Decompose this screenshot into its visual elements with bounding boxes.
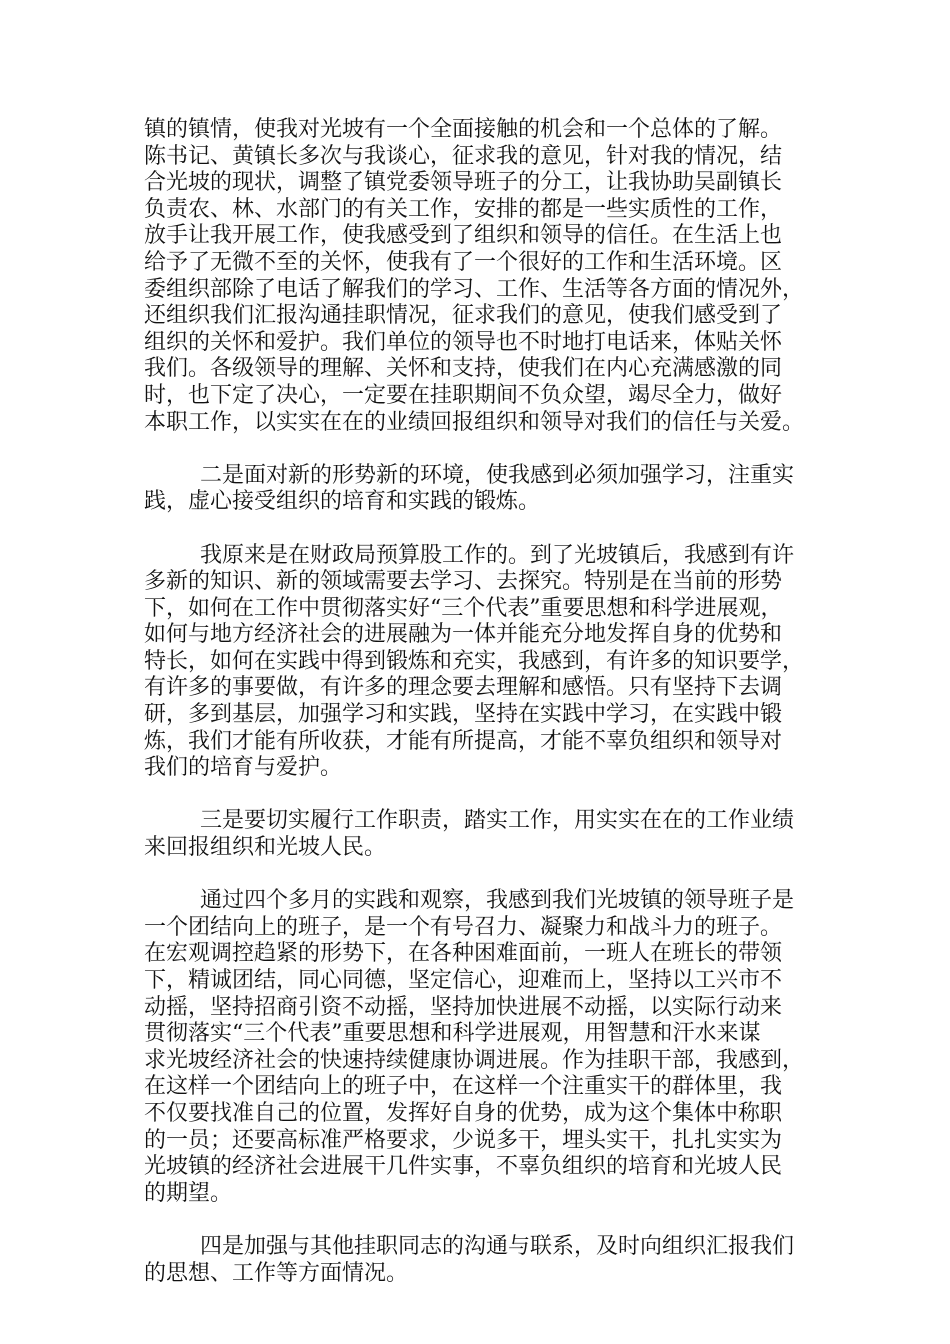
- text-line: 多新的知识、新的领域需要去学习、去探究。特别是在当前的形势: [144, 569, 783, 595]
- text-line: 有许多的事要做，有许多的理念要去理解和感悟。只有坚持下去调: [144, 675, 783, 701]
- text-line: 通过四个多月的实践和观察，我感到我们光坡镇的领导班子是: [200, 888, 795, 914]
- text-line: 的思想、工作等方面情况。: [144, 1260, 409, 1286]
- text-line: 陈书记、黄镇长多次与我谈心，征求我的意见，针对我的情况，结: [144, 143, 783, 169]
- text-line: 特长，如何在实践中得到锻炼和充实，我感到，有许多的知识要学，: [144, 648, 805, 674]
- paragraph-2-heading: [144, 463, 822, 516]
- text-line: 合光坡的现状，调整了镇党委领导班子的分工，让我协助吴副镇长: [144, 170, 783, 196]
- text-line: 下，如何在工作中贯彻落实好“三个代表”重要思想和科学进展观，: [144, 595, 783, 621]
- text-line: 践，虚心接受组织的培育和实践的锻炼。: [144, 489, 541, 515]
- text-line: 还组织我们汇报沟通挂职情况，征求我们的意见，使我们感受到了: [144, 303, 783, 329]
- text-line: 动摇，坚持招商引资不动摇，坚持加快进展不动摇，以实际行动来: [144, 994, 783, 1020]
- paragraph-6-heading: [144, 1234, 822, 1287]
- paragraph-5: [144, 888, 822, 1207]
- text-line: 负责农、林、水部门的有关工作，安排的都是一些实质性的工作，: [144, 196, 783, 222]
- text-line: 如何与地方经济社会的进展融为一体并能充分地发挥自身的优势和: [144, 622, 783, 648]
- paragraph-3: [144, 543, 822, 782]
- document-body: [144, 117, 822, 1287]
- text-line: 的期望。: [144, 1180, 233, 1206]
- text-line: 委组织部除了电话了解我们的学习、工作、生活等各方面的情况外，: [144, 276, 805, 302]
- text-line: 我原来是在财政局预算股工作的。到了光坡镇后，我感到有许: [200, 542, 795, 568]
- text-line: 贯彻落实“三个代表”重要思想和科学进展观，用智慧和汗水来谋: [144, 1021, 761, 1047]
- text-line: 一个团结向上的班子，是一个有号召力、凝聚力和战斗力的班子。: [144, 914, 783, 940]
- text-line: 放手让我开展工作，使我感受到了组织和领导的信任。在生活上也: [144, 223, 783, 249]
- text-line: 来回报组织和光坡人民。: [144, 835, 387, 861]
- paragraph-4-heading: [144, 808, 822, 861]
- text-line: 在宏观调控趋紧的形势下，在各种困难面前，一班人在班长的带领: [144, 941, 783, 967]
- paragraph-1: [144, 117, 822, 436]
- text-line: 时，也下定了决心，一定要在挂职期间不负众望，竭尽全力，做好: [144, 382, 783, 408]
- text-line: 研，多到基层，加强学习和实践，坚持在实践中学习，在实践中锻: [144, 702, 783, 728]
- text-line: 给予了无微不至的关怀，使我有了一个很好的工作和生活环境。区: [144, 249, 783, 275]
- text-line: 我们。各级领导的理解、关怀和支持，使我们在内心充满感激的同: [144, 356, 783, 382]
- text-line: 镇的镇情，使我对光坡有一个全面接触的机会和一个总体的了解。: [144, 117, 783, 142]
- text-line: 二是面对新的形势新的环境，使我感到必须加强学习，注重实: [200, 462, 795, 488]
- text-line: 本职工作，以实实在在的业绩回报组织和领导对我们的信任与关爱。: [144, 409, 805, 435]
- text-line: 三是要切实履行工作职责，踏实工作，用实实在在的工作业绩: [200, 808, 795, 834]
- text-line: 在这样一个团结向上的班子中，在这样一个注重实干的群体里，我: [144, 1074, 783, 1100]
- text-line: 的一员；还要高标准严格要求，少说多干，埋头实干，扎扎实实为: [144, 1127, 783, 1153]
- text-line: 不仅要找准自己的位置，发挥好自身的优势，成为这个集体中称职: [144, 1100, 783, 1126]
- text-line: 组织的关怀和爱护。我们单位的领导也不时地打电话来，体贴关怀: [144, 329, 783, 355]
- text-line: 下，精诚团结，同心同德，坚定信心，迎难而上，坚持以工兴市不: [144, 968, 783, 993]
- text-line: 光坡镇的经济社会进展干几件实事，不辜负组织的培育和光坡人民: [144, 1154, 783, 1180]
- text-line: 四是加强与其他挂职同志的沟通与联系，及时向组织汇报我们: [200, 1233, 795, 1259]
- text-line: 求光坡经济社会的快速持续健康协调进展。作为挂职干部，我感到，: [144, 1047, 805, 1073]
- text-line: 炼，我们才能有所收获，才能有所提高，才能不辜负组织和领导对: [144, 728, 783, 754]
- text-line: 我们的培育与爱护。: [144, 755, 343, 781]
